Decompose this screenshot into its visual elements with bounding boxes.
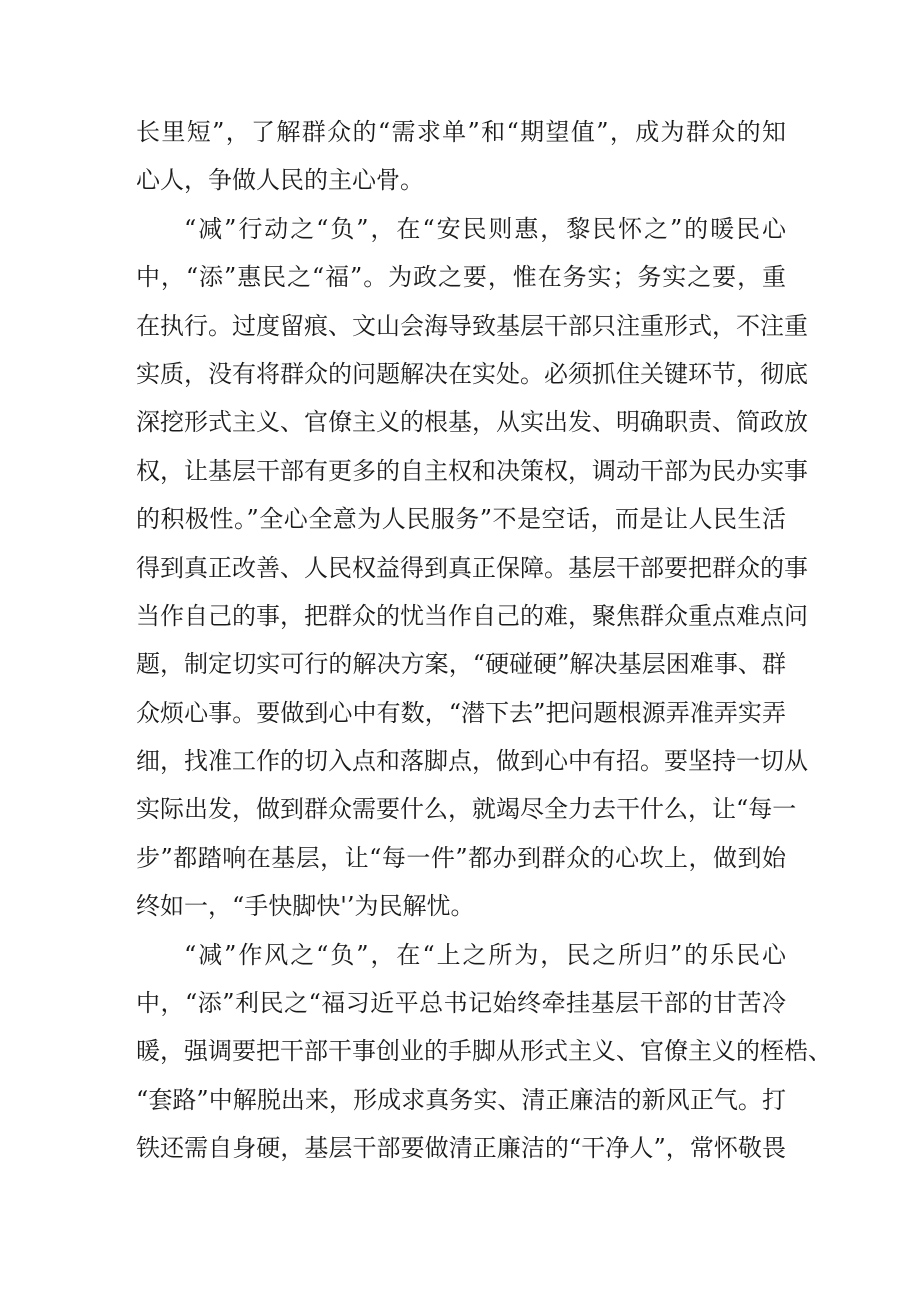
text-line: 题，制定切实可行的解决方案，“硬碰硬”解决基层困难事、群 bbox=[136, 650, 786, 679]
text-line: 深挖形式主义、官僚主义的根基，从实出发、明确职责、简政放 bbox=[136, 408, 808, 437]
text-line: 实质，没有将群众的问题解决在实处。必须抓住关键环节，彻底 bbox=[136, 359, 808, 388]
text-line: 实际出发，做到群众需要什么，就竭尽全力去干什么，让“每一 bbox=[136, 795, 797, 824]
text-line: 长里短”，了解群众的“需求单”和“期望值”，成为群众的知 bbox=[136, 118, 786, 146]
text-line: 中，“添”惠民之“福”。为政之要，惟在务实；务实之要，重 bbox=[136, 263, 786, 292]
text-line: 在执行。过度留痕、文山会海导致基层干部只注重形式，不注重 bbox=[136, 311, 808, 340]
paragraph-first-line: “减”作风之“负”，在“上之所为，民之所归”的乐民心 bbox=[184, 940, 786, 969]
text-line: 铁还需自身硬，基层干部要做清正廉洁的“干净人”，常怀敬畏 bbox=[136, 1134, 786, 1163]
text-line: 暖，强调要把干部干事创业的手脚从形式主义、官僚主义的桎梏、 bbox=[136, 1037, 832, 1066]
text-line: 的积极性。”全心全意为人民服务”不是空话，而是让人民生活 bbox=[136, 505, 786, 534]
text-line: 得到真正改善、人民权益得到真正保障。基层干部要把群众的事 bbox=[136, 553, 808, 582]
text-line: 权，让基层干部有更多的自主权和决策权，调动干部为民办实事 bbox=[136, 456, 808, 485]
text-line: 终如一，“手快脚快'’为民解忧。 bbox=[136, 892, 475, 921]
text-line: “套路”中解脱出来，形成求真务实、清正廉洁的新风正气。打 bbox=[136, 1085, 786, 1114]
paragraph-first-line: “减”行动之“负”，在“安民则惠，黎民怀之”的暖民心 bbox=[184, 214, 786, 243]
text-line: 中，“添”利民之“福习近平总书记始终牵挂基层干部的甘苦冷 bbox=[136, 989, 786, 1018]
text-line: 心人，争做人民的主心骨。 bbox=[136, 166, 424, 195]
text-line: 步”都踏响在基层，让“每一件”都办到群众的心坎上，做到始 bbox=[136, 843, 786, 872]
text-line: 众烦心事。要做到心中有数，“潜下去”把问题根源弄准弄实弄 bbox=[136, 698, 786, 727]
text-line: 细，找准工作的切入点和落脚点，做到心中有招。要坚持一切从 bbox=[136, 747, 808, 776]
body-text bbox=[136, 108, 832, 1173]
text-line: 当作自己的事，把群众的忧当作自己的难，聚焦群众重点难点问 bbox=[136, 601, 808, 630]
